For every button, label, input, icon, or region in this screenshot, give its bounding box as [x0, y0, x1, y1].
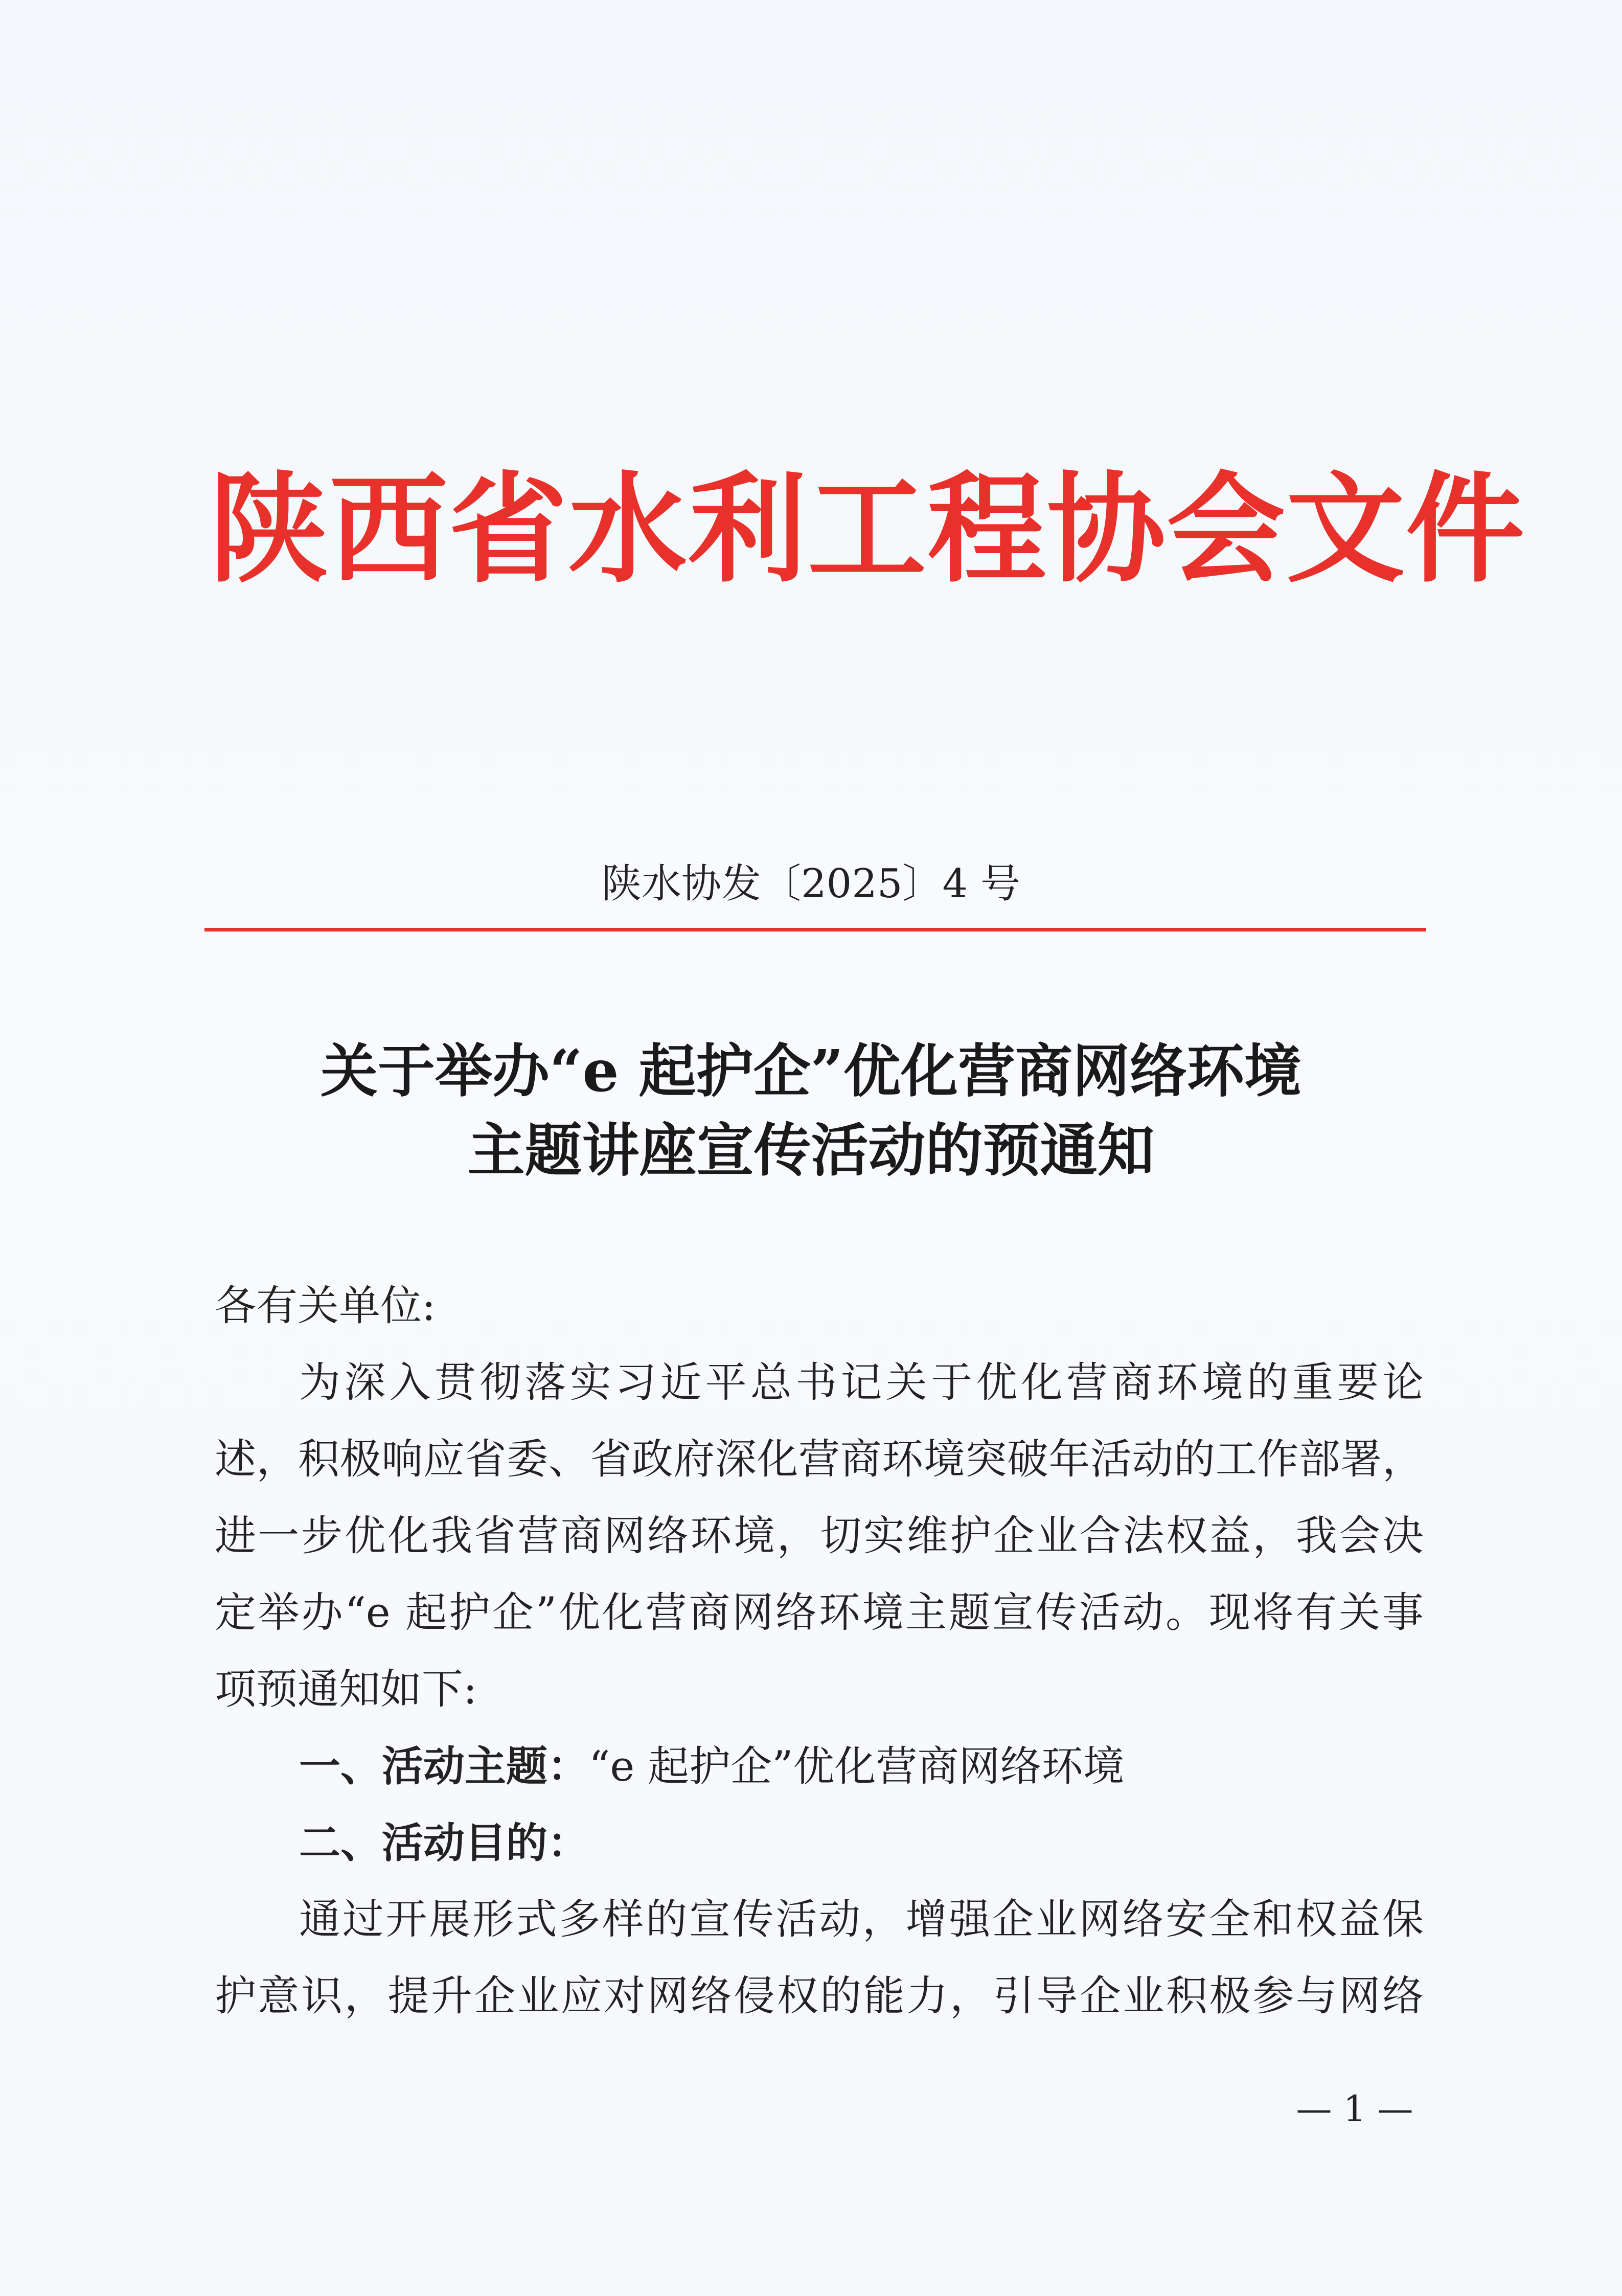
- paragraph-2-line-2: 护意识，提升企业应对网络侵权的能力，引导企业积极参与网络: [215, 1972, 1424, 2020]
- salutation: 各有关单位:: [215, 1282, 436, 1330]
- section-1-text: “e 起护企”优化营商网络环境: [589, 1743, 1125, 1791]
- org-document-header: 陕西省水利工程协会文件: [210, 461, 1526, 599]
- paragraph-1-line-5: 项预通知如下:: [215, 1666, 477, 1714]
- paragraph-2-line-1: 通过开展形式多样的宣传活动，增强企业网络安全和权益保: [299, 1896, 1424, 1944]
- page-number: — 1 —: [1296, 2088, 1413, 2130]
- section-1: [299, 1742, 1125, 1791]
- paragraph-1-line-2: 述，积极响应省委、省政府深化营商环境突破年活动的工作部署，: [215, 1436, 1424, 1484]
- notice-title-line-2: 主题讲座宣传活动的预通知: [467, 1117, 1155, 1184]
- section-1-heading: 一、活动主题：: [299, 1742, 589, 1791]
- paragraph-1-line-4: 定举办“e 起护企”优化营商网络环境主题宣传活动。现将有关事: [215, 1589, 1424, 1637]
- section-2-heading: 二、活动目的：: [299, 1819, 589, 1868]
- paragraph-1-line-1: 为深入贯彻落实习近平总书记关于优化营商环境的重要论: [299, 1359, 1424, 1407]
- red-divider-line: [204, 928, 1426, 931]
- document-number: 陕水协发〔2025〕4 号: [602, 861, 1020, 907]
- notice-title-line-1: 关于举办“e 起护企”优化营商网络环境: [320, 1038, 1302, 1105]
- paragraph-1-line-3: 进一步优化我省营商网络环境，切实维护企业合法权益，我会决: [215, 1512, 1424, 1560]
